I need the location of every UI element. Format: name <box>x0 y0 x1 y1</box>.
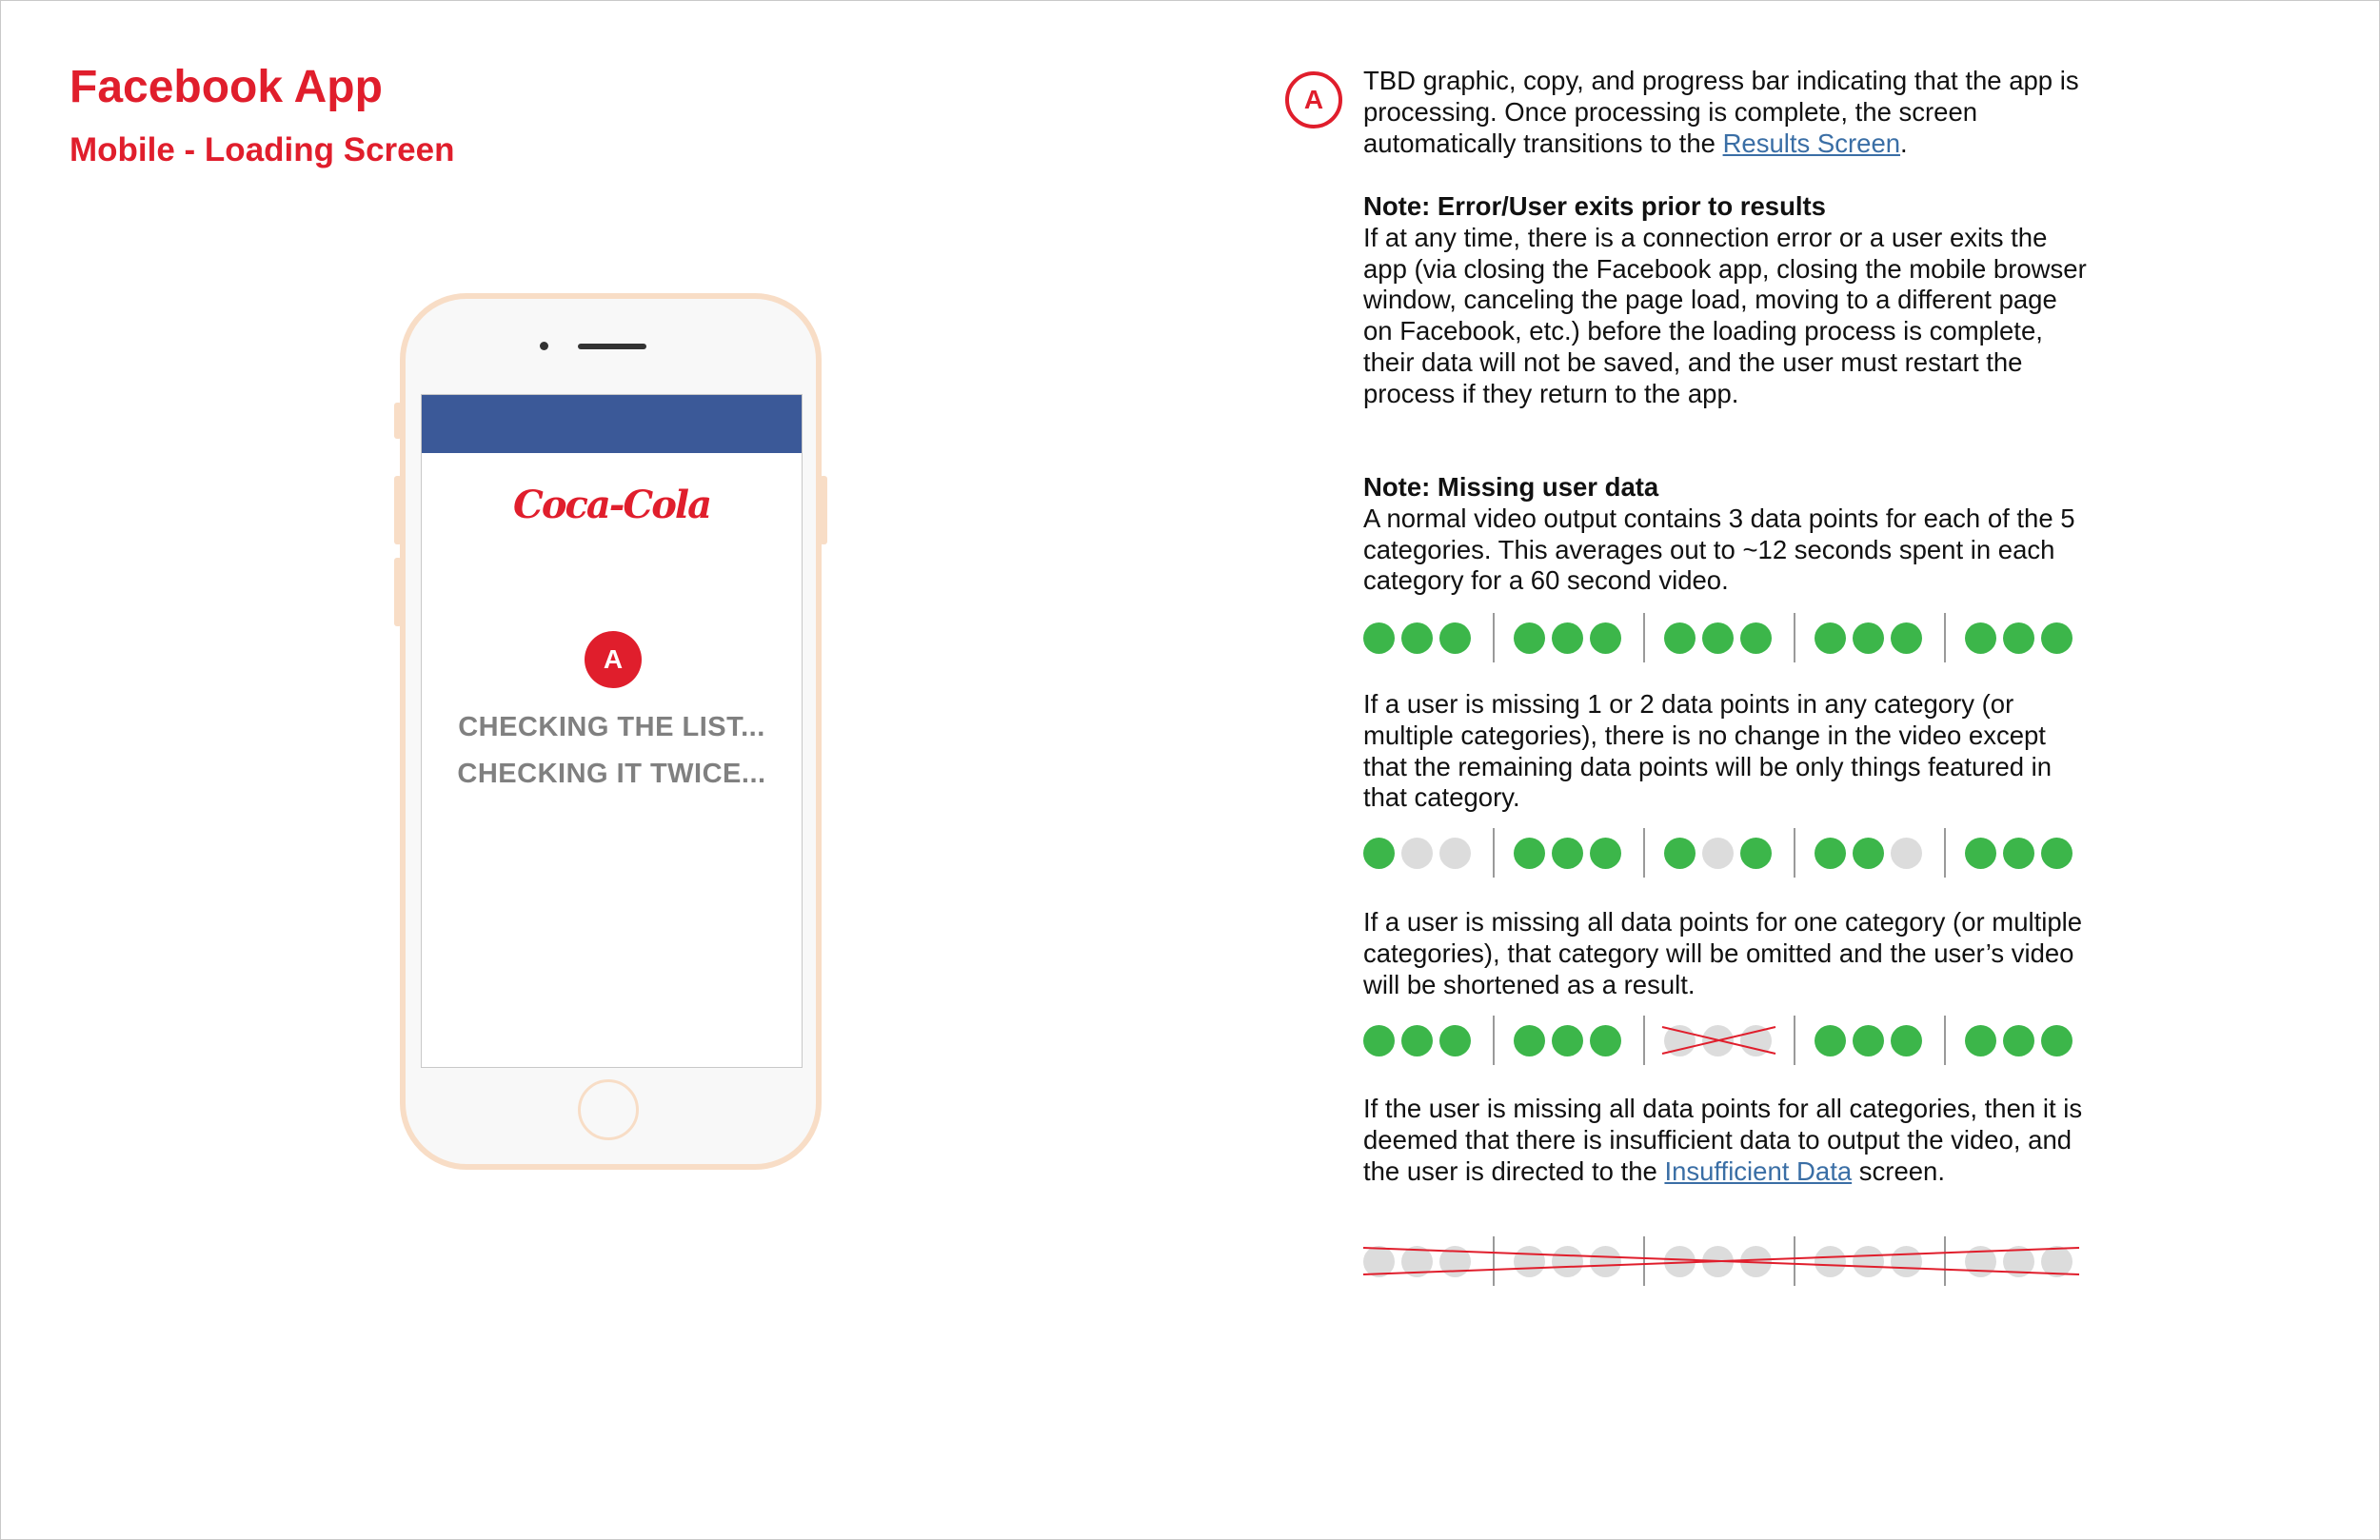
intro-paragraph <box>1363 66 2087 159</box>
category-separator <box>1493 828 1495 878</box>
annotation-badge-a: A <box>585 631 642 688</box>
data-point-present <box>1853 838 1884 869</box>
category-separator <box>1794 613 1795 662</box>
data-point-present <box>1815 622 1846 654</box>
data-point-present <box>1552 622 1583 654</box>
data-point-missing <box>1401 838 1433 869</box>
category-separator <box>1643 613 1645 662</box>
data-point-present <box>1664 622 1696 654</box>
missing-all-text-end: screen. <box>1852 1155 1945 1186</box>
data-point-present <box>1552 838 1583 869</box>
data-point-present <box>1514 622 1545 654</box>
missing-some-paragraph: If a user is missing 1 or 2 data points in any category (or multiple categories), there is no change in the video except that the remaining data points will be only things featured in that category. <box>1363 689 2053 813</box>
data-point-present <box>1590 838 1621 869</box>
data-point-present <box>1815 838 1846 869</box>
data-points-row-insufficient <box>1363 1242 2079 1280</box>
phone-screen <box>421 394 803 1068</box>
note-error-body: If at any time, there is a connection error or a user exits the app (via closing the Facebook app, closing the mobile browser window, canceling the page load, moving to a different page on Facebook, etc.) before the loading process is complete, their data will not be saved, and the user must restart the process if they return to the app. <box>1363 222 2087 408</box>
data-point-missing <box>1891 838 1922 869</box>
phone-home-button <box>578 1079 639 1140</box>
data-point-present <box>1363 838 1395 869</box>
category-separator <box>1944 828 1946 878</box>
data-point-present <box>1439 622 1471 654</box>
note-missing-body: A normal video output contains 3 data points for each of the 5 categories. This averages out to ~12 seconds spent in each category for a 60 second video. <box>1363 503 2075 596</box>
data-point-missing <box>1702 838 1734 869</box>
data-point-present <box>1702 622 1734 654</box>
data-point-present <box>1740 838 1772 869</box>
data-point-present <box>1891 622 1922 654</box>
data-point-present <box>1514 838 1545 869</box>
loading-text-line-1: CHECKING THE LIST... <box>458 712 765 742</box>
data-point-present <box>1740 622 1772 654</box>
category-separator <box>1643 828 1645 878</box>
omitted-cross-marks <box>1363 1021 2079 1059</box>
annotation-marker-a: A <box>1285 71 1342 128</box>
insufficient-data-link[interactable]: Insufficient Data <box>1664 1155 1853 1186</box>
missing-category-paragraph: If a user is missing all data points for one category (or multiple categories), that category will be omitted and the user’s video will be shortened as a result. <box>1363 907 2083 999</box>
missing-all-text: If the user is missing all data points for all categories, then it is deemed that there is insufficient data to output the video, and the user is directed to the <box>1363 1094 2083 1186</box>
data-point-present <box>2003 838 2034 869</box>
data-point-present <box>2041 622 2073 654</box>
category-separator <box>1944 613 1946 662</box>
phone-speaker <box>578 344 646 349</box>
intro-text: TBD graphic, copy, and progress bar indicating that the app is processing. Once processing is complete, the screen automatically transitions to the <box>1363 66 2079 158</box>
data-points-row-category-omitted <box>1363 1021 2079 1059</box>
category-separator <box>1794 828 1795 878</box>
missing-all-paragraph <box>1363 1094 2087 1187</box>
data-points-row-full <box>1363 619 2079 657</box>
data-point-present <box>1664 838 1696 869</box>
data-point-present <box>1363 622 1395 654</box>
data-point-present <box>1965 838 1996 869</box>
data-point-present <box>2003 622 2034 654</box>
coca-cola-logo: Coca-Cola <box>512 483 711 527</box>
data-point-present <box>2041 838 2073 869</box>
page-subtitle: Mobile - Loading Screen <box>69 131 455 168</box>
page-title: Facebook App <box>69 62 383 112</box>
data-point-present <box>1401 622 1433 654</box>
category-separator <box>1493 613 1495 662</box>
note-error-heading: Note: Error/User exits prior to results <box>1363 191 1826 221</box>
results-screen-link[interactable]: Results Screen <box>1722 128 1901 158</box>
omitted-cross-marks <box>1363 1242 2079 1280</box>
facebook-header-bar <box>422 395 802 453</box>
data-point-present <box>1853 622 1884 654</box>
note-missing-paragraph <box>1363 472 2087 597</box>
intro-text-end: . <box>1900 128 1908 158</box>
data-points-row-partial <box>1363 834 2079 872</box>
data-point-missing <box>1439 838 1471 869</box>
data-point-present <box>1965 622 1996 654</box>
loading-text-line-2: CHECKING IT TWICE... <box>457 759 766 789</box>
note-missing-heading: Note: Missing user data <box>1363 472 1659 502</box>
data-point-present <box>1590 622 1621 654</box>
note-error-paragraph <box>1363 191 2087 410</box>
phone-camera <box>540 342 548 350</box>
